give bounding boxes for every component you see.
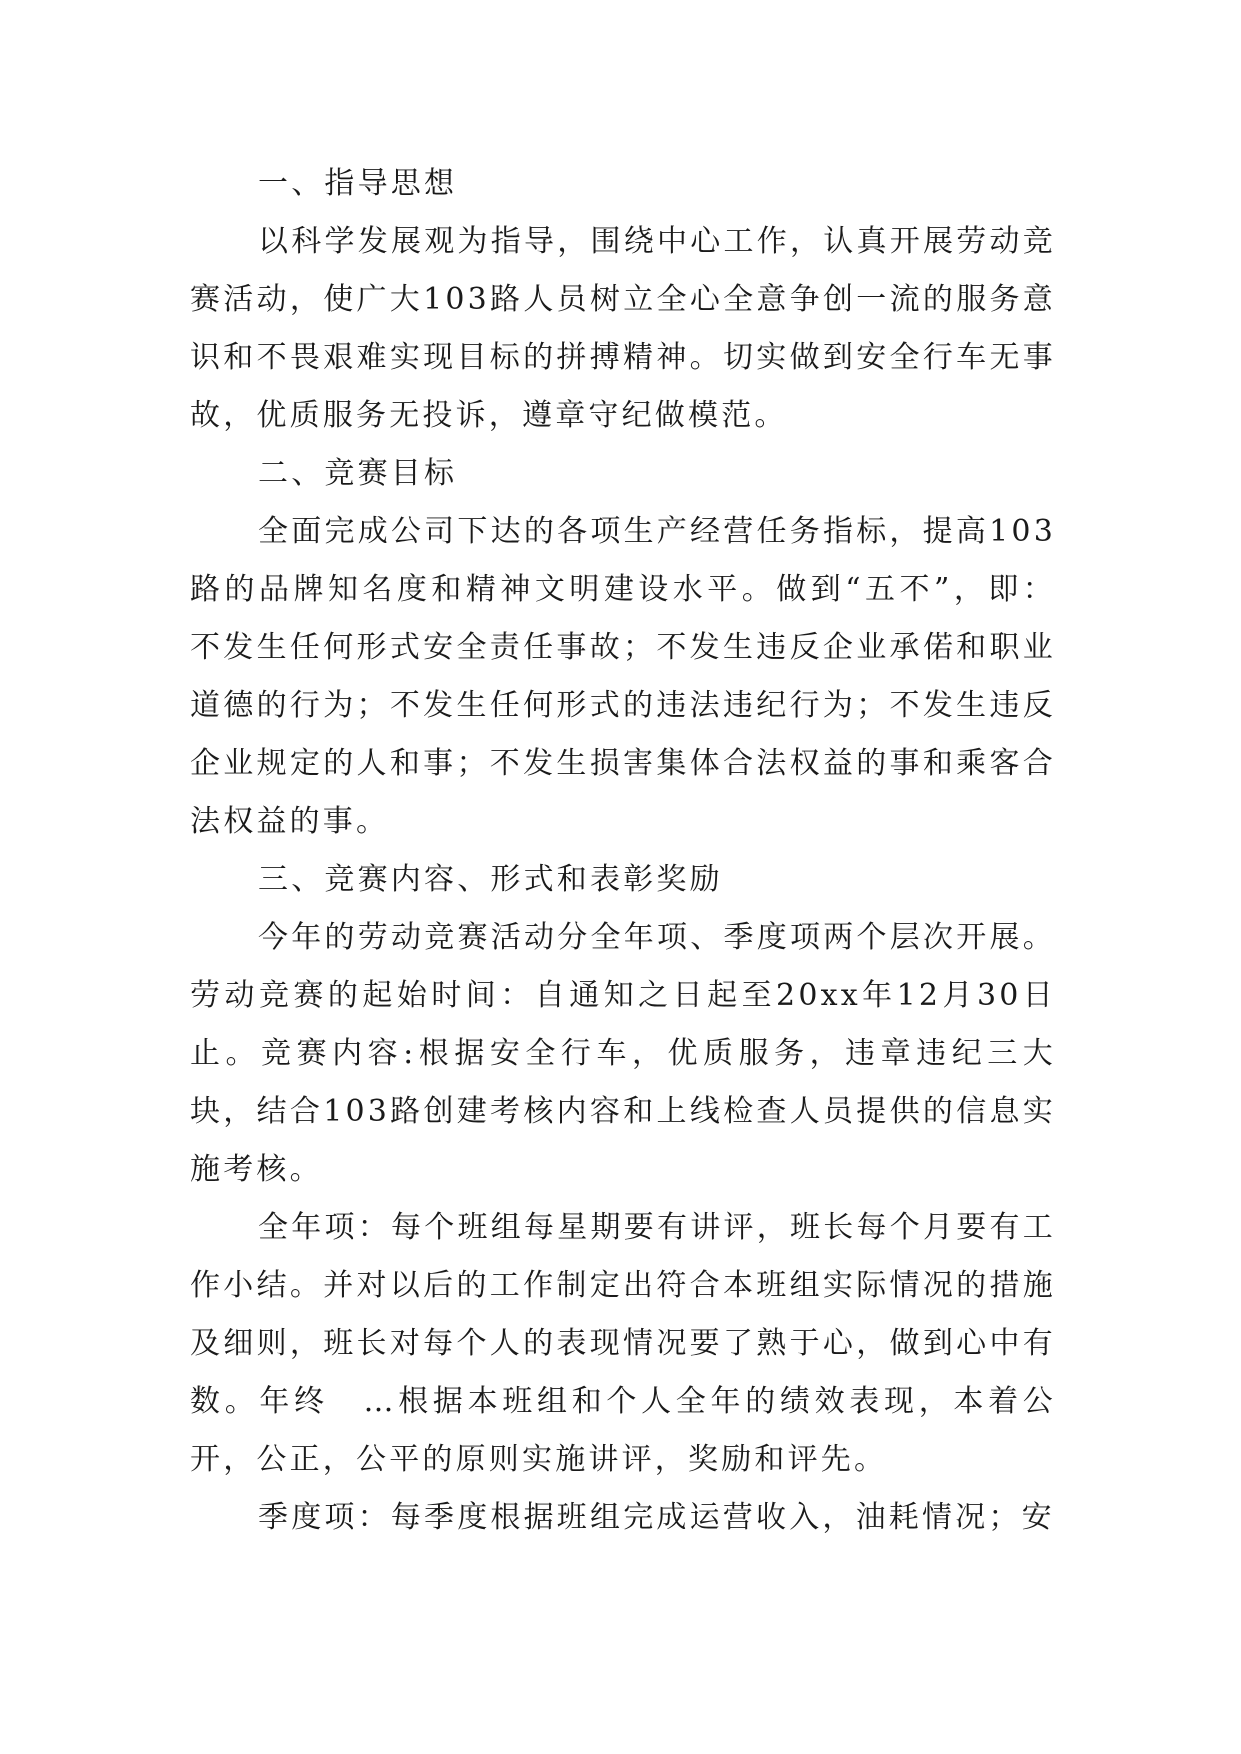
paragraph-competition-content: 今年的劳动竞赛活动分全年项、季度项两个层次开展。劳动竞赛的起始时间：自通知之日起至20xx年12月30日止。竞赛内容:根据安全行车，优质服务，违章违纪三大块，结合103路创建考核内容和上线检查人员提供的信息实施考核。: [190, 920, 1056, 1187]
document-body: [190, 155, 1056, 1547]
paragraph-guiding-ideology: 以科学发展观为指导，围绕中心工作，认真开展劳动竞赛活动，使广大103路人员树立全心全意争创一流的服务意识和不畏艰难实现目标的拼搏精神。切实做到安全行车无事故，优质服务无投诉，遵章守纪做模范。: [190, 224, 1056, 433]
paragraph-quarterly-items: 季度项：每季度根据班组完成运营收入，油耗情况；安: [258, 1500, 1055, 1535]
section-heading-competition-goals: 二、竞赛目标: [258, 456, 458, 491]
section-heading-guiding-ideology: 一、指导思想: [258, 166, 458, 201]
paragraph-annual-items: 全年项：每个班组每星期要有讲评，班长每个月要有工作小结。并对以后的工作制定出符合本班组实际情况的措施及细则，班长对每个人的表现情况要了熟于心，做到心中有数。年终 …根据本班组和个人全年的绩效表现，本着公开，公正，公平的原则实施讲评，奖励和评先。: [190, 1210, 1056, 1477]
section-heading-competition-content: 三、竞赛内容、形式和表彰奖励: [258, 862, 723, 897]
paragraph-competition-goals: 全面完成公司下达的各项生产经营任务指标，提高103路的品牌知名度和精神文明建设水平。做到“五不”，即：不发生任何形式安全责任事故；不发生违反企业承偌和职业道德的行为；不发生任何形式的违法违纪行为；不发生违反企业规定的人和事；不发生损害集体合法权益的事和乘客合法权益的事。: [190, 514, 1056, 839]
